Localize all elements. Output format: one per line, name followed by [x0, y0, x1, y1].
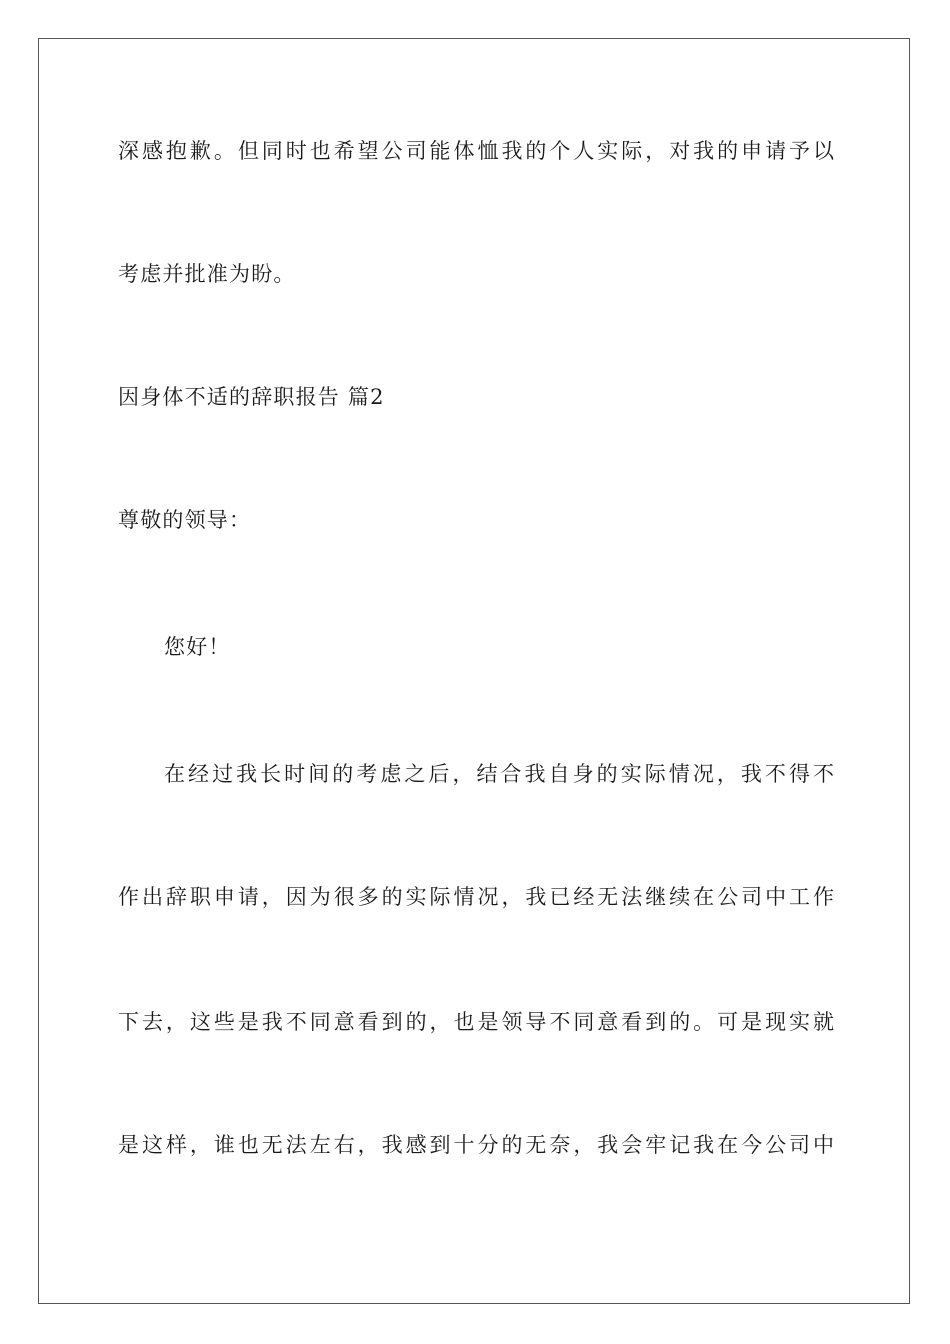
- paragraph-line: 深感抱歉。但同时也希望公司能体恤我的个人实际，对我的申请予以: [118, 139, 834, 163]
- greeting: 您好！: [164, 635, 231, 659]
- paragraph-line: 考虑并批准为盼。: [118, 262, 296, 286]
- paragraph-line: 是这样，谁也无法左右，我感到十分的无奈，我会牢记我在今公司中: [118, 1133, 834, 1157]
- section-heading: 因身体不适的辞职报告 篇2: [118, 385, 385, 409]
- paragraph-line: 作出辞职申请，因为很多的实际情况，我已经无法继续在公司中工作: [118, 885, 834, 909]
- paragraph-line: 下去，这些是我不同意看到的，也是领导不同意看到的。可是现实就: [118, 1010, 834, 1034]
- paragraph-line: 在经过我长时间的考虑之后，结合我自身的实际情况，我不得不: [164, 762, 834, 786]
- salutation: 尊敬的领导：: [118, 508, 252, 532]
- page-frame: [38, 38, 910, 1304]
